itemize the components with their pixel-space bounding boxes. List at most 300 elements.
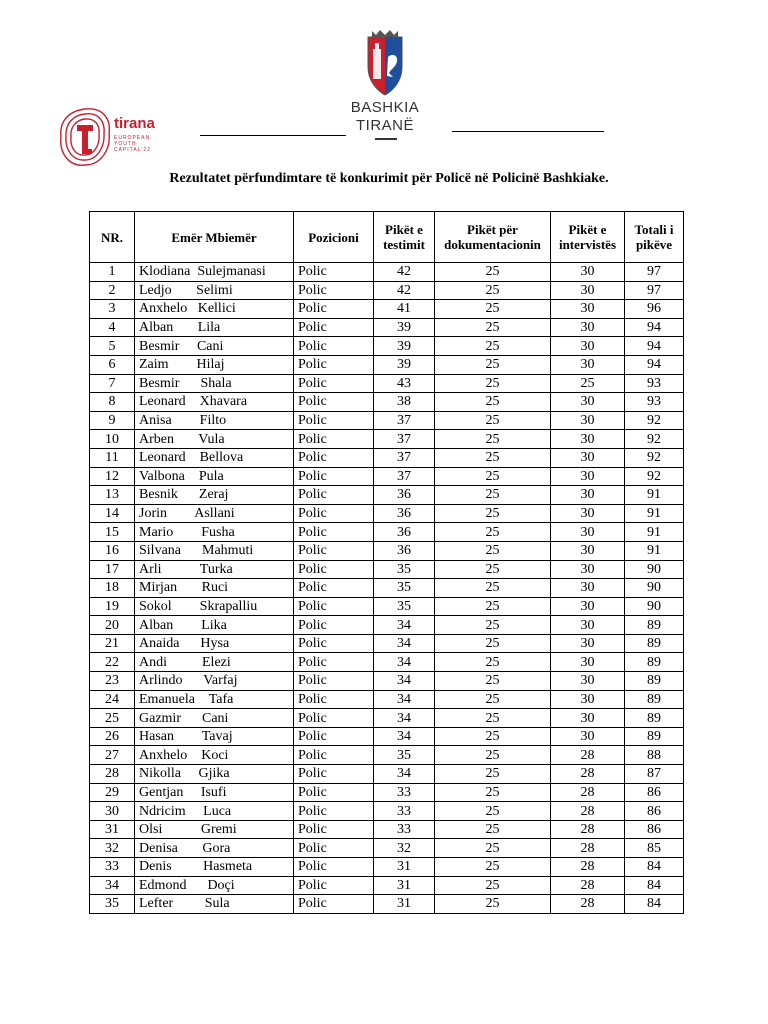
header-nr: NR. xyxy=(90,212,135,263)
cell-interview-points: 30 xyxy=(551,467,625,486)
table-row xyxy=(90,634,684,653)
cell-test-points: 31 xyxy=(374,876,435,895)
table-header-row xyxy=(90,212,684,263)
cell-test-points: 34 xyxy=(374,634,435,653)
cell-total-points: 86 xyxy=(625,783,684,802)
cell-test-points: 36 xyxy=(374,541,435,560)
cell-document-points: 25 xyxy=(435,467,551,486)
table-row xyxy=(90,318,684,337)
cell-test-points: 31 xyxy=(374,895,435,914)
cell-interview-points: 30 xyxy=(551,393,625,412)
cell-name: Andi Elezi xyxy=(135,653,294,672)
cell-test-points: 37 xyxy=(374,411,435,430)
cell-document-points: 25 xyxy=(435,839,551,858)
cell-interview-points: 30 xyxy=(551,616,625,635)
cell-total-points: 84 xyxy=(625,895,684,914)
header-name: Emër Mbiemër xyxy=(135,212,294,263)
cell-name: Gentjan Isufi xyxy=(135,783,294,802)
cell-interview-points: 30 xyxy=(551,355,625,374)
cell-total-points: 92 xyxy=(625,411,684,430)
table-row xyxy=(90,597,684,616)
cell-test-points: 34 xyxy=(374,616,435,635)
header-test-points: Pikët e testimit xyxy=(374,212,435,263)
cell-document-points: 25 xyxy=(435,411,551,430)
table-row xyxy=(90,690,684,709)
cell-interview-points: 30 xyxy=(551,523,625,542)
cell-nr: 3 xyxy=(90,300,135,319)
cell-document-points: 25 xyxy=(435,765,551,784)
cell-total-points: 86 xyxy=(625,802,684,821)
cell-name: Emanuela Tafa xyxy=(135,690,294,709)
cell-test-points: 34 xyxy=(374,765,435,784)
cell-name: Besmir Cani xyxy=(135,337,294,356)
table-row xyxy=(90,876,684,895)
cell-name: Denis Hasmeta xyxy=(135,858,294,877)
cell-total-points: 94 xyxy=(625,318,684,337)
cell-position: Polic xyxy=(294,895,374,914)
cell-total-points: 93 xyxy=(625,374,684,393)
table-row xyxy=(90,411,684,430)
cell-position: Polic xyxy=(294,300,374,319)
cell-name: Denisa Gora xyxy=(135,839,294,858)
cell-total-points: 97 xyxy=(625,263,684,282)
cell-nr: 11 xyxy=(90,448,135,467)
table-row xyxy=(90,858,684,877)
cell-nr: 33 xyxy=(90,858,135,877)
cell-total-points: 94 xyxy=(625,337,684,356)
cell-test-points: 37 xyxy=(374,448,435,467)
cell-name: Nikolla Gjika xyxy=(135,765,294,784)
cell-total-points: 89 xyxy=(625,653,684,672)
cell-total-points: 91 xyxy=(625,523,684,542)
cell-total-points: 89 xyxy=(625,634,684,653)
cell-position: Polic xyxy=(294,355,374,374)
cell-name: Arlindo Varfaj xyxy=(135,672,294,691)
header-divider-right xyxy=(452,131,604,132)
cell-nr: 12 xyxy=(90,467,135,486)
cell-position: Polic xyxy=(294,541,374,560)
cell-position: Polic xyxy=(294,318,374,337)
cell-interview-points: 28 xyxy=(551,765,625,784)
cell-interview-points: 30 xyxy=(551,672,625,691)
cell-nr: 7 xyxy=(90,374,135,393)
cell-total-points: 91 xyxy=(625,504,684,523)
table-row xyxy=(90,281,684,300)
cell-document-points: 25 xyxy=(435,820,551,839)
cell-document-points: 25 xyxy=(435,504,551,523)
cell-interview-points: 25 xyxy=(551,374,625,393)
cell-interview-points: 30 xyxy=(551,263,625,282)
cell-name: Mirjan Ruci xyxy=(135,579,294,598)
cell-position: Polic xyxy=(294,486,374,505)
cell-position: Polic xyxy=(294,467,374,486)
cell-name: Anaida Hysa xyxy=(135,634,294,653)
cell-position: Polic xyxy=(294,430,374,449)
cell-test-points: 42 xyxy=(374,281,435,300)
cell-name: Valbona Pula xyxy=(135,467,294,486)
cell-test-points: 35 xyxy=(374,579,435,598)
cell-position: Polic xyxy=(294,634,374,653)
cell-nr: 30 xyxy=(90,802,135,821)
cell-position: Polic xyxy=(294,783,374,802)
cell-test-points: 36 xyxy=(374,504,435,523)
cell-total-points: 89 xyxy=(625,709,684,728)
cell-interview-points: 30 xyxy=(551,318,625,337)
cell-interview-points: 30 xyxy=(551,709,625,728)
results-table xyxy=(89,211,684,914)
table-row xyxy=(90,374,684,393)
cell-test-points: 39 xyxy=(374,355,435,374)
cell-total-points: 88 xyxy=(625,746,684,765)
cell-name: Arli Turka xyxy=(135,560,294,579)
cell-name: Anxhelo Kellici xyxy=(135,300,294,319)
header-interview-points: Pikët e intervistës xyxy=(551,212,625,263)
cell-position: Polic xyxy=(294,746,374,765)
cell-interview-points: 28 xyxy=(551,746,625,765)
cell-nr: 22 xyxy=(90,653,135,672)
cell-nr: 31 xyxy=(90,820,135,839)
cell-nr: 17 xyxy=(90,560,135,579)
table-row xyxy=(90,467,684,486)
cell-total-points: 92 xyxy=(625,430,684,449)
cell-name: Olsi Gremi xyxy=(135,820,294,839)
cell-interview-points: 30 xyxy=(551,300,625,319)
cell-nr: 29 xyxy=(90,783,135,802)
table-row xyxy=(90,895,684,914)
cell-position: Polic xyxy=(294,690,374,709)
cell-test-points: 33 xyxy=(374,783,435,802)
cell-nr: 18 xyxy=(90,579,135,598)
cell-nr: 15 xyxy=(90,523,135,542)
cell-document-points: 25 xyxy=(435,355,551,374)
cell-interview-points: 30 xyxy=(551,541,625,560)
table-row xyxy=(90,802,684,821)
cell-document-points: 25 xyxy=(435,523,551,542)
cell-document-points: 25 xyxy=(435,672,551,691)
cell-test-points: 33 xyxy=(374,802,435,821)
cell-name: Mario Fusha xyxy=(135,523,294,542)
table-row xyxy=(90,486,684,505)
cell-test-points: 34 xyxy=(374,653,435,672)
cell-nr: 24 xyxy=(90,690,135,709)
cell-test-points: 34 xyxy=(374,709,435,728)
cell-interview-points: 30 xyxy=(551,281,625,300)
cell-interview-points: 30 xyxy=(551,337,625,356)
cell-nr: 21 xyxy=(90,634,135,653)
cell-name: Arben Vula xyxy=(135,430,294,449)
cell-nr: 26 xyxy=(90,727,135,746)
cell-test-points: 39 xyxy=(374,318,435,337)
cell-nr: 14 xyxy=(90,504,135,523)
cell-interview-points: 30 xyxy=(551,634,625,653)
cell-document-points: 25 xyxy=(435,281,551,300)
cell-name: Anxhelo Koci xyxy=(135,746,294,765)
cell-name: Anisa Filto xyxy=(135,411,294,430)
cell-position: Polic xyxy=(294,411,374,430)
municipality-line2: TIRANË xyxy=(355,117,414,134)
cell-interview-points: 30 xyxy=(551,430,625,449)
cell-interview-points: 28 xyxy=(551,876,625,895)
cell-test-points: 34 xyxy=(374,690,435,709)
cell-total-points: 89 xyxy=(625,616,684,635)
cell-position: Polic xyxy=(294,374,374,393)
cell-document-points: 25 xyxy=(435,634,551,653)
cell-position: Polic xyxy=(294,281,374,300)
cell-nr: 10 xyxy=(90,430,135,449)
table-row xyxy=(90,709,684,728)
cell-interview-points: 28 xyxy=(551,895,625,914)
cell-position: Polic xyxy=(294,393,374,412)
cell-position: Polic xyxy=(294,820,374,839)
cell-interview-points: 30 xyxy=(551,579,625,598)
cell-name: Zaim Hilaj xyxy=(135,355,294,374)
table-row xyxy=(90,263,684,282)
cell-name: Sokol Skrapalliu xyxy=(135,597,294,616)
cell-document-points: 25 xyxy=(435,448,551,467)
cell-test-points: 34 xyxy=(374,727,435,746)
cell-document-points: 25 xyxy=(435,560,551,579)
cell-interview-points: 28 xyxy=(551,839,625,858)
cell-interview-points: 30 xyxy=(551,486,625,505)
table-row xyxy=(90,448,684,467)
cell-position: Polic xyxy=(294,876,374,895)
table-row xyxy=(90,541,684,560)
cell-nr: 35 xyxy=(90,895,135,914)
cell-nr: 8 xyxy=(90,393,135,412)
cell-position: Polic xyxy=(294,504,374,523)
cell-nr: 13 xyxy=(90,486,135,505)
cell-position: Polic xyxy=(294,616,374,635)
municipality-line1: BASHKIA xyxy=(350,99,420,116)
cell-nr: 34 xyxy=(90,876,135,895)
cell-interview-points: 28 xyxy=(551,858,625,877)
tirana-logo-subtext: EUROPEAN YOUTH CAPITAL'22 xyxy=(114,135,151,153)
crest-underline xyxy=(375,138,397,140)
cell-test-points: 42 xyxy=(374,263,435,282)
cell-total-points: 84 xyxy=(625,858,684,877)
cell-interview-points: 30 xyxy=(551,504,625,523)
cell-test-points: 39 xyxy=(374,337,435,356)
cell-test-points: 43 xyxy=(374,374,435,393)
cell-name: Alban Lika xyxy=(135,616,294,635)
cell-nr: 25 xyxy=(90,709,135,728)
cell-position: Polic xyxy=(294,802,374,821)
table-row xyxy=(90,300,684,319)
cell-document-points: 25 xyxy=(435,393,551,412)
cell-document-points: 25 xyxy=(435,876,551,895)
cell-total-points: 90 xyxy=(625,597,684,616)
cell-nr: 4 xyxy=(90,318,135,337)
cell-test-points: 37 xyxy=(374,430,435,449)
cell-nr: 16 xyxy=(90,541,135,560)
table-row xyxy=(90,616,684,635)
cell-document-points: 25 xyxy=(435,802,551,821)
cell-document-points: 25 xyxy=(435,727,551,746)
cell-test-points: 38 xyxy=(374,393,435,412)
cell-total-points: 89 xyxy=(625,727,684,746)
cell-test-points: 37 xyxy=(374,467,435,486)
cell-test-points: 35 xyxy=(374,597,435,616)
cell-total-points: 91 xyxy=(625,486,684,505)
cell-position: Polic xyxy=(294,709,374,728)
cell-position: Polic xyxy=(294,597,374,616)
cell-document-points: 25 xyxy=(435,653,551,672)
cell-test-points: 31 xyxy=(374,858,435,877)
tirana-logo-text: tirana xyxy=(114,115,155,132)
cell-total-points: 92 xyxy=(625,448,684,467)
cell-document-points: 25 xyxy=(435,318,551,337)
table-row xyxy=(90,337,684,356)
cell-position: Polic xyxy=(294,579,374,598)
cell-total-points: 90 xyxy=(625,579,684,598)
cell-total-points: 93 xyxy=(625,393,684,412)
cell-interview-points: 30 xyxy=(551,727,625,746)
cell-name: Lefter Sula xyxy=(135,895,294,914)
cell-test-points: 35 xyxy=(374,746,435,765)
cell-total-points: 85 xyxy=(625,839,684,858)
cell-position: Polic xyxy=(294,448,374,467)
cell-name: Edmond Doçi xyxy=(135,876,294,895)
cell-document-points: 25 xyxy=(435,858,551,877)
cell-nr: 19 xyxy=(90,597,135,616)
cell-name: Jorin Asllani xyxy=(135,504,294,523)
cell-nr: 27 xyxy=(90,746,135,765)
cell-name: Ledjo Selimi xyxy=(135,281,294,300)
cell-document-points: 25 xyxy=(435,263,551,282)
cell-document-points: 25 xyxy=(435,616,551,635)
cell-test-points: 35 xyxy=(374,560,435,579)
cell-nr: 1 xyxy=(90,263,135,282)
cell-document-points: 25 xyxy=(435,430,551,449)
cell-total-points: 91 xyxy=(625,541,684,560)
cell-nr: 6 xyxy=(90,355,135,374)
cell-total-points: 90 xyxy=(625,560,684,579)
cell-test-points: 33 xyxy=(374,820,435,839)
cell-name: Besmir Shala xyxy=(135,374,294,393)
cell-position: Polic xyxy=(294,337,374,356)
cell-interview-points: 30 xyxy=(551,653,625,672)
cell-position: Polic xyxy=(294,765,374,784)
table-row xyxy=(90,746,684,765)
cell-name: Ndricim Luca xyxy=(135,802,294,821)
cell-name: Hasan Tavaj xyxy=(135,727,294,746)
cell-position: Polic xyxy=(294,653,374,672)
table-row xyxy=(90,579,684,598)
table-row xyxy=(90,393,684,412)
cell-position: Polic xyxy=(294,560,374,579)
cell-total-points: 89 xyxy=(625,690,684,709)
cell-name: Leonard Bellova xyxy=(135,448,294,467)
cell-interview-points: 30 xyxy=(551,690,625,709)
cell-test-points: 36 xyxy=(374,523,435,542)
table-row xyxy=(90,504,684,523)
cell-name: Silvana Mahmuti xyxy=(135,541,294,560)
cell-test-points: 32 xyxy=(374,839,435,858)
cell-nr: 5 xyxy=(90,337,135,356)
cell-document-points: 25 xyxy=(435,337,551,356)
cell-document-points: 25 xyxy=(435,300,551,319)
cell-total-points: 89 xyxy=(625,672,684,691)
cell-position: Polic xyxy=(294,727,374,746)
cell-document-points: 25 xyxy=(435,541,551,560)
table-row xyxy=(90,560,684,579)
cell-document-points: 25 xyxy=(435,690,551,709)
table-row xyxy=(90,765,684,784)
municipality-name xyxy=(330,99,440,135)
cell-interview-points: 30 xyxy=(551,448,625,467)
cell-test-points: 41 xyxy=(374,300,435,319)
table-row xyxy=(90,783,684,802)
table-row xyxy=(90,820,684,839)
cell-position: Polic xyxy=(294,858,374,877)
header-total-points: Totali i pikëve xyxy=(625,212,684,263)
cell-total-points: 96 xyxy=(625,300,684,319)
cell-nr: 9 xyxy=(90,411,135,430)
cell-document-points: 25 xyxy=(435,486,551,505)
cell-document-points: 25 xyxy=(435,895,551,914)
cell-nr: 2 xyxy=(90,281,135,300)
cell-interview-points: 28 xyxy=(551,802,625,821)
cell-total-points: 84 xyxy=(625,876,684,895)
cell-interview-points: 28 xyxy=(551,820,625,839)
cell-document-points: 25 xyxy=(435,746,551,765)
header-divider-left xyxy=(200,135,346,136)
header-document-points: Pikët për dokumentacionin xyxy=(435,212,551,263)
cell-position: Polic xyxy=(294,263,374,282)
cell-name: Alban Lila xyxy=(135,318,294,337)
table-row xyxy=(90,355,684,374)
table-body xyxy=(90,263,684,914)
cell-document-points: 25 xyxy=(435,579,551,598)
cell-interview-points: 30 xyxy=(551,411,625,430)
cell-position: Polic xyxy=(294,839,374,858)
cell-position: Polic xyxy=(294,523,374,542)
cell-document-points: 25 xyxy=(435,374,551,393)
municipality-crest-icon xyxy=(364,27,406,97)
cell-document-points: 25 xyxy=(435,597,551,616)
table-row xyxy=(90,523,684,542)
cell-name: Gazmir Cani xyxy=(135,709,294,728)
document-title: Rezultatet përfundimtare të konkurimit për Policë në Policinë Bashkiake. xyxy=(169,171,609,186)
table-row xyxy=(90,672,684,691)
cell-name: Klodiana Sulejmanasi xyxy=(135,263,294,282)
table-row xyxy=(90,430,684,449)
cell-position: Polic xyxy=(294,672,374,691)
cell-nr: 23 xyxy=(90,672,135,691)
cell-name: Besnik Zeraj xyxy=(135,486,294,505)
cell-document-points: 25 xyxy=(435,709,551,728)
cell-nr: 28 xyxy=(90,765,135,784)
table-row xyxy=(90,727,684,746)
cell-interview-points: 30 xyxy=(551,560,625,579)
cell-total-points: 86 xyxy=(625,820,684,839)
cell-interview-points: 28 xyxy=(551,783,625,802)
cell-total-points: 97 xyxy=(625,281,684,300)
cell-nr: 20 xyxy=(90,616,135,635)
cell-nr: 32 xyxy=(90,839,135,858)
cell-name: Leonard Xhavara xyxy=(135,393,294,412)
cell-interview-points: 30 xyxy=(551,597,625,616)
table-row xyxy=(90,653,684,672)
cell-total-points: 94 xyxy=(625,355,684,374)
cell-document-points: 25 xyxy=(435,783,551,802)
header-position: Pozicioni xyxy=(294,212,374,263)
cell-total-points: 87 xyxy=(625,765,684,784)
cell-total-points: 92 xyxy=(625,467,684,486)
cell-test-points: 34 xyxy=(374,672,435,691)
table-row xyxy=(90,839,684,858)
cell-test-points: 36 xyxy=(374,486,435,505)
